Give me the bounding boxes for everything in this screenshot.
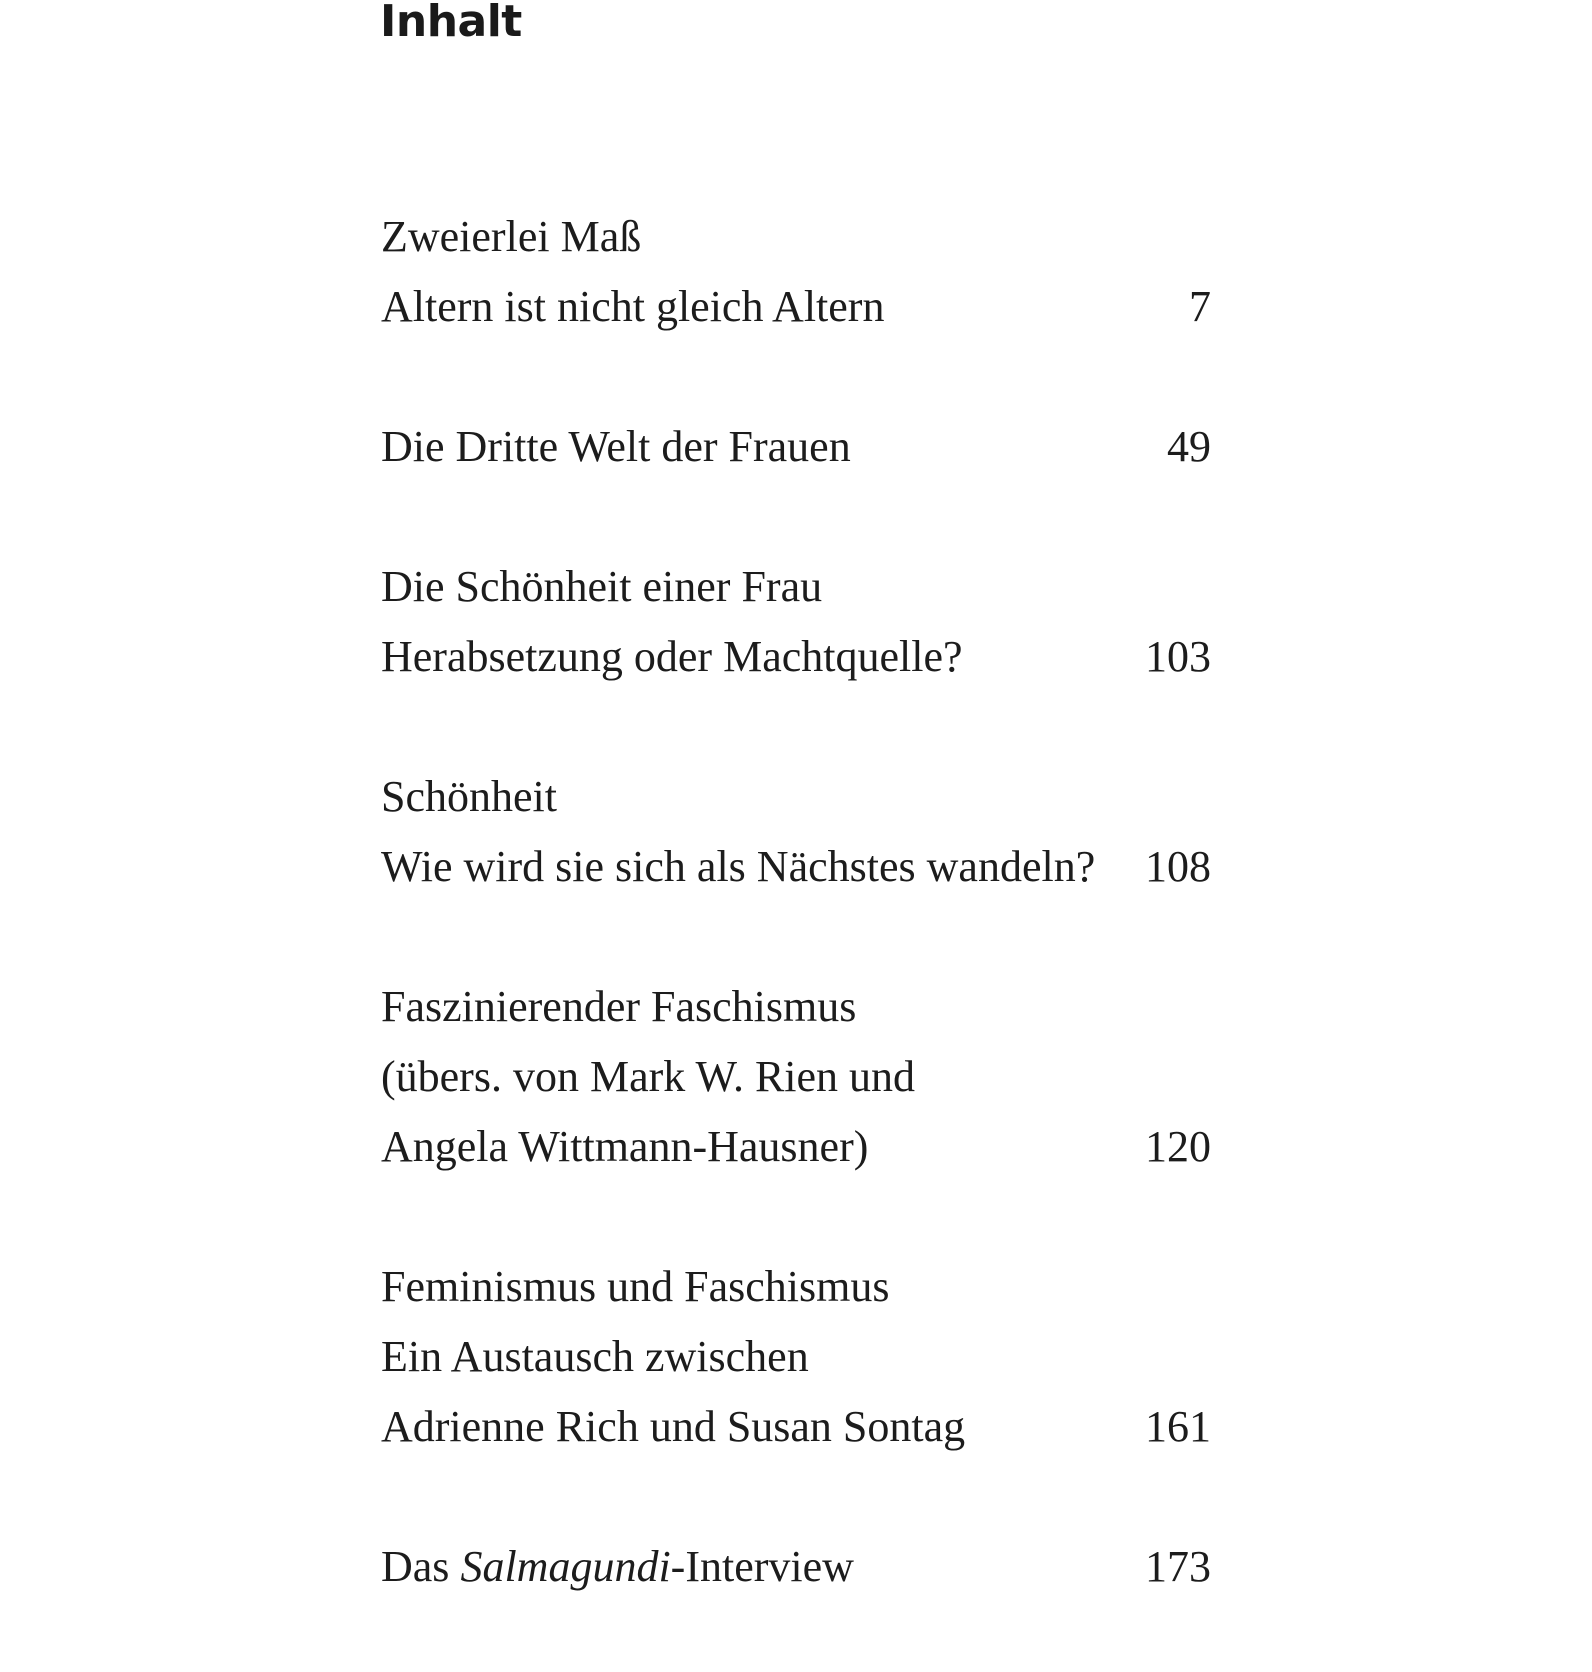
toc-page-number: 161 bbox=[1145, 1402, 1211, 1451]
toc-entry-line: Schönheit bbox=[381, 772, 557, 821]
toc-entry-line: Wie wird sie sich als Nächstes wandeln? bbox=[381, 842, 1096, 891]
toc-entry-line: Die Dritte Welt der Frauen bbox=[381, 422, 851, 471]
toc-title-italic: Salmagundi bbox=[460, 1542, 671, 1591]
toc-entry-line: Angela Wittmann-Hausner) bbox=[381, 1122, 869, 1171]
toc-entry-line: Herabsetzung oder Machtquelle? bbox=[381, 632, 963, 681]
toc-page-number: 103 bbox=[1145, 632, 1211, 681]
toc-entry-line: Die Schönheit einer Frau bbox=[381, 562, 823, 611]
toc-page-number: 173 bbox=[1145, 1542, 1211, 1591]
toc-entry-title bbox=[381, 972, 915, 1182]
toc-entry bbox=[381, 972, 1211, 1182]
toc-entry bbox=[381, 552, 1211, 692]
toc-entry-title bbox=[381, 1252, 965, 1462]
table-of-contents bbox=[381, 202, 1211, 1672]
toc-title-suffix: -Interview bbox=[670, 1542, 854, 1591]
toc-entry-line: Zweierlei Maß bbox=[381, 212, 642, 261]
toc-entry bbox=[381, 202, 1211, 342]
toc-entry-line: (übers. von Mark W. Rien und bbox=[381, 1052, 916, 1101]
toc-page-number: 120 bbox=[1145, 1122, 1211, 1171]
toc-entry bbox=[381, 1252, 1211, 1462]
toc-page-number: 7 bbox=[1189, 282, 1211, 331]
toc-heading: Inhalt bbox=[380, 0, 522, 47]
toc-entry-line: Adrienne Rich und Susan Sontag bbox=[381, 1402, 966, 1451]
toc-page-number: 49 bbox=[1167, 422, 1211, 471]
toc-entry-title bbox=[381, 552, 963, 692]
toc-entry-line: Faszinierender Faschismus bbox=[381, 982, 857, 1031]
toc-entry-line: Ein Austausch zwischen bbox=[381, 1332, 809, 1381]
toc-entry-line: Feminismus und Faschismus bbox=[381, 1262, 890, 1311]
toc-entry-title bbox=[381, 202, 884, 342]
toc-entry-line: Altern ist nicht gleich Altern bbox=[381, 282, 885, 331]
toc-entry-title bbox=[381, 762, 1095, 902]
toc-entry bbox=[381, 412, 1211, 482]
toc-page-number: 108 bbox=[1145, 842, 1211, 891]
toc-entry bbox=[381, 762, 1211, 902]
toc-entry-title bbox=[381, 412, 851, 482]
toc-title-prefix: Das bbox=[381, 1542, 461, 1591]
